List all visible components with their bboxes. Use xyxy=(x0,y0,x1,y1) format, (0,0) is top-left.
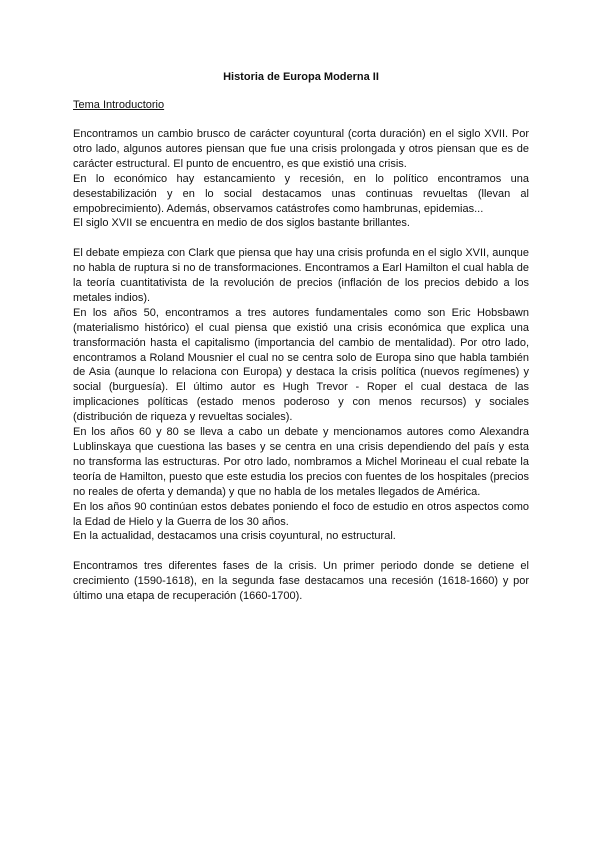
paragraph: En lo económico hay estancamiento y recesión, en lo político encontramos una desestabilización y en lo social destacamos unas continuas revueltas (llevan al empobrecimiento). Además, observamos catástrofes como hambrunas, epidemias... xyxy=(73,172,529,215)
paragraph: En la actualidad, destacamos una crisis coyuntural, no estructural. xyxy=(73,530,396,543)
paragraph: En los años 60 y 80 se lleva a cabo un debate y mencionamos autores como Alexandra Lublinskaya que cuestiona las bases y se centra en una crisis dependiendo del país y esta no transforma las estructuras. Por otro lado, nombramos a Michel Morineau el cual rebate la teoría de Hamilton, puesto que este estudia los precios con fuentes de los hospitales (precios no reales de oferta y demanda) y que no habla de los metales llegados de América. xyxy=(73,426,529,498)
paragraph-gap xyxy=(73,231,529,246)
document-page xyxy=(73,70,529,604)
paragraph: En los años 90 continúan estos debates poniendo el foco de estudio en otros aspectos como la Edad de Hielo y la Guerra de los 30 años. xyxy=(73,500,529,528)
paragraph: El siglo XVII se encuentra en medio de dos siglos bastante brillantes. xyxy=(73,217,410,230)
paragraph: Encontramos tres diferentes fases de la crisis. Un primer periodo donde se detiene el crecimiento (1590-1618), en la segunda fase destacamos una recesión (1618-1660) y por último una etapa de recuperación (1660-1700). xyxy=(73,560,529,603)
paragraph: En los años 50, encontramos a tres autores fundamentales como son Eric Hobsbawn (materialismo histórico) el cual piensa que existió una crisis económica que explica una transformación hasta el capitalismo (importancia del cambio de mentalidad). Por otro lado, encontramos a Roland Mousnier el cual no se centra solo de Europa sino que habla también de Asia (aunque lo relaciona con Europa) y destaca la crisis política (nuevos regímenes) y social (burguesía). El último autor es Hugh Trevor - Roper el cual destaca de las implicaciones políticas (estado menos poderoso y con menos recursos) y sociales (distribución de riqueza y revueltas sociales). xyxy=(73,306,529,424)
section-title: Tema Introductorio xyxy=(73,99,165,111)
paragraph: El debate empieza con Clark que piensa que hay una crisis profunda en el siglo XVII, aunque no habla de ruptura si no de transformaciones. Encontramos a Earl Hamilton el cual habla de la teoría cuantitativista de la revolución de precios (inflación de los precios debido a los metales indios). xyxy=(73,247,529,304)
document-title: Historia de Europa Moderna II xyxy=(223,71,379,83)
paragraph-gap xyxy=(73,544,529,559)
paragraph: Encontramos un cambio brusco de carácter coyuntural (corta duración) en el siglo XVII. Por otro lado, algunos autores piensan que fue una crisis prolongada y otros piensan que es de carácter estructural. El punto de encuentro, es que existió una crisis. xyxy=(73,128,529,170)
